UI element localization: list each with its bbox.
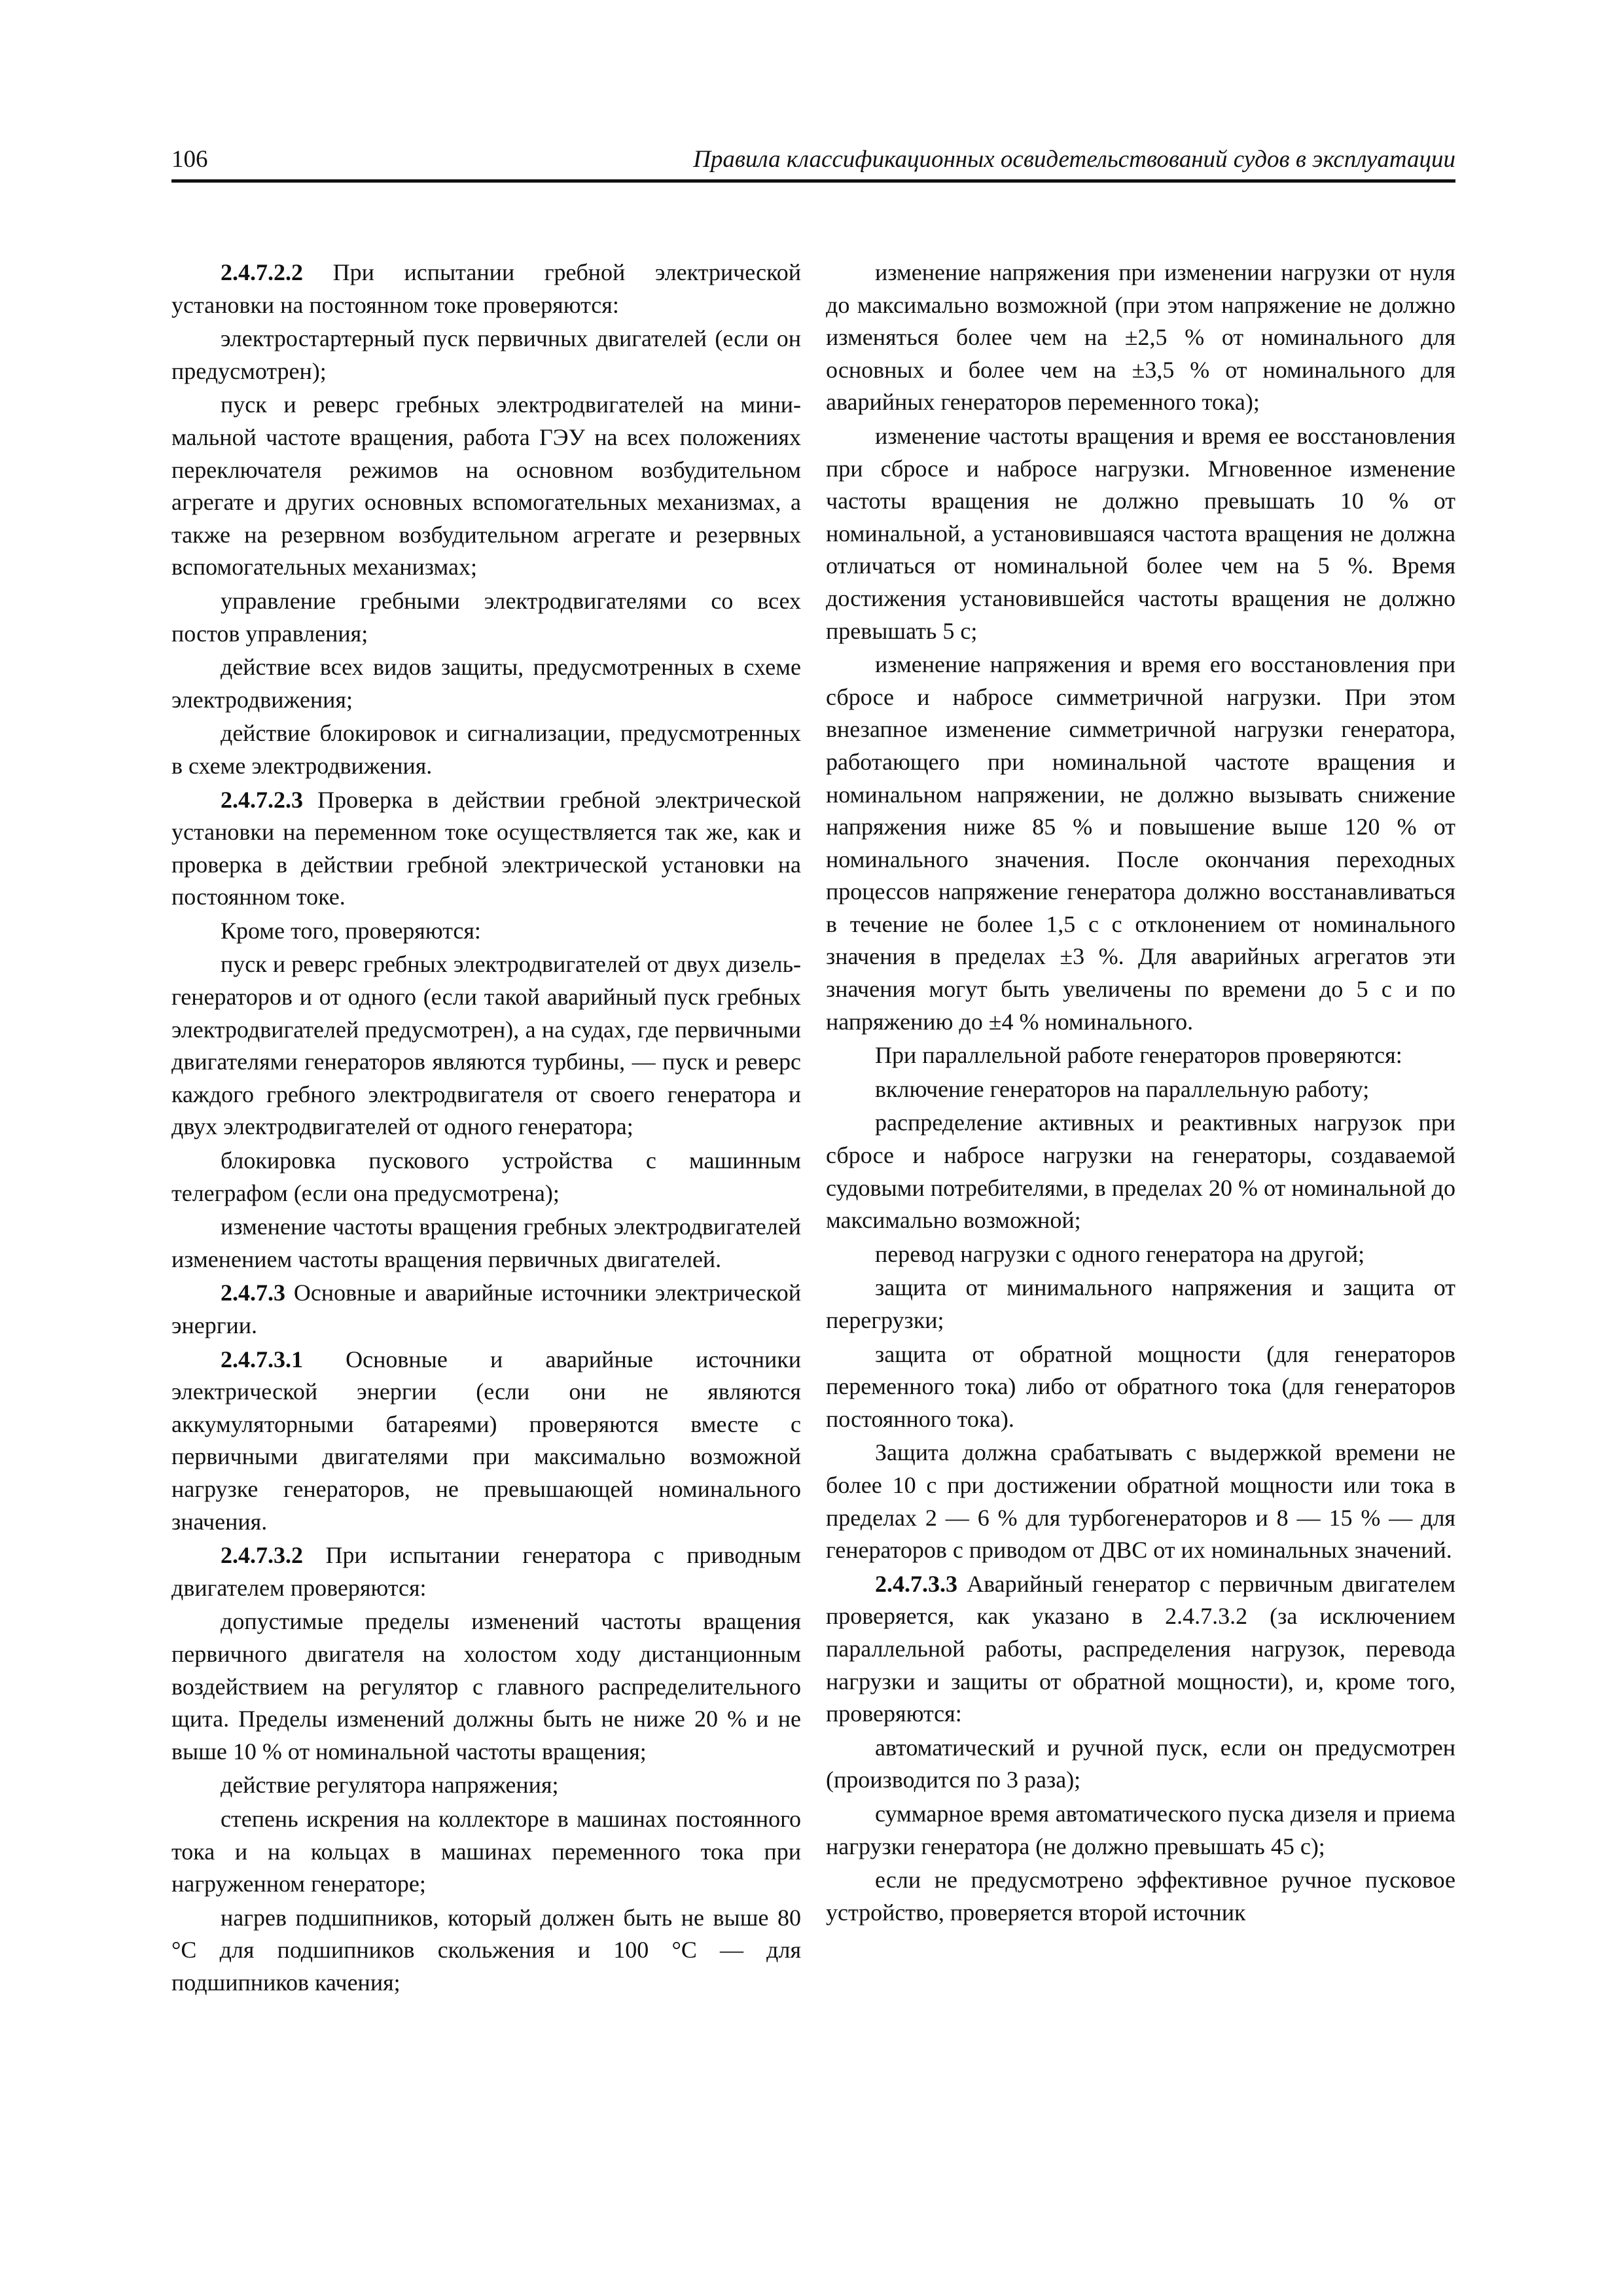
paragraph-text: изменение напряжения при изменении нагрузки от нуля до максимально возможной (при этом напряжение не должно изменяться более чем на ±2,5 % от номинального для основных и более чем на ±3,5 % от номинального для аварийных генераторов переменного тока); bbox=[826, 259, 1455, 416]
paragraph-text: Проверка в действии гребной электрической установки на переменном токе осуществляется так же, как и проверка в действии гребной электрической установки на постоянном токе. bbox=[171, 786, 801, 910]
paragraph-text: изменение частоты вращения и время ее восстановления при сбросе и набросе нагрузки. Мгновенное изменение частоты вращения не должно превышать 10 % от номинальной, а установившаяся частота вращения не должна отличаться от номинальной более чем на 5 %. Время достижения установившейся частоты вращения не должно превышать 5 с; bbox=[826, 422, 1455, 644]
paragraph bbox=[171, 1344, 801, 1539]
paragraph-text: защита от обратной мощности (для генераторов переменного тока) либо от обратного тока (для генераторов постоянного тока). bbox=[826, 1340, 1455, 1432]
paragraph bbox=[826, 1798, 1455, 1863]
paragraph bbox=[171, 915, 801, 948]
paragraph-text: При испытании генератора с приводным двигателем проверяются: bbox=[171, 1542, 801, 1601]
paragraph bbox=[171, 1539, 801, 1604]
paragraph bbox=[171, 651, 801, 716]
paragraph bbox=[826, 649, 1455, 1038]
paragraph bbox=[171, 1769, 801, 1802]
paragraph-text: Кроме того, проверяются: bbox=[221, 917, 481, 944]
paragraph bbox=[171, 948, 801, 1143]
paragraph-text: изменение частоты вращения гребных электродвигателей изменением частоты вращения первичных двигателей. bbox=[171, 1213, 801, 1272]
paragraph-text: включение генераторов на параллельную работу; bbox=[875, 1075, 1370, 1102]
paragraph bbox=[171, 389, 801, 584]
paragraph bbox=[826, 420, 1455, 647]
paragraph bbox=[826, 257, 1455, 419]
paragraph-text: защита от минимального напряжения и защита от перегрузки; bbox=[826, 1274, 1455, 1333]
paragraph bbox=[171, 1605, 801, 1768]
clause-number: 2.4.7.3 bbox=[221, 1280, 285, 1306]
paragraph-text: перевод нагрузки с одного генератора на другой; bbox=[875, 1240, 1365, 1267]
paragraph bbox=[826, 1864, 1455, 1929]
paragraph-text: нагрев подшипников, который должен быть не выше 80 °С для подшипников скольжения и 100 °С — для подшипников качения; bbox=[171, 1904, 801, 1996]
paragraph bbox=[171, 1902, 801, 2000]
clause-number: 2.4.7.2.3 bbox=[221, 786, 303, 813]
paragraph-text: При испытании гребной электрической установки на постоянном токе проверяются: bbox=[171, 259, 801, 318]
left-column bbox=[171, 257, 801, 2000]
paragraph bbox=[171, 257, 801, 321]
running-title: Правила классификационных освидетельствований судов в эксплуатации bbox=[693, 146, 1455, 173]
paragraph-text: управление гребными электродвигателями со всех постов управления; bbox=[171, 587, 801, 647]
paragraph-text: действие блокировок и сигнализации, предусмотренных в схеме электродвижения. bbox=[171, 720, 801, 779]
paragraph-text: пуск и реверс гребных электродвигателей от двух дизель-генераторов и от одного (если такой аварийный пуск гребных электродвигателей предусмотрен), а на судах, где первичными двигателями генераторов являются турбины, — пуск и реверс каждого гребного электродвигателя от своего генератора и двух электродвигателей от одного генератора; bbox=[171, 951, 801, 1140]
page-header bbox=[171, 145, 1455, 183]
clause-number: 2.4.7.3.2 bbox=[221, 1542, 303, 1569]
paragraph bbox=[826, 1272, 1455, 1336]
paragraph-text: автоматический и ручной пуск, если он предусмотрен (производится по 3 раза); bbox=[826, 1734, 1455, 1793]
paragraph-text: При параллельной работе генераторов проверяются: bbox=[875, 1042, 1402, 1069]
paragraph bbox=[171, 1211, 801, 1276]
paragraph-text: изменение напряжения и время его восстановления при сбросе и набросе симметричной нагрузки. При этом внезапное изменение симметричной нагрузки генератора, работающего при номинальной частоте вращения и номинальном напряжении, не должно вызывать снижение напряжения ниже 85 % и повышение выше 120 % от номинального значения. После окончания переходных процессов напряжение генератора должно восстанавливаться в течение не более 1,5 с с отклонением от номинального значения в пределах ±3 %. Для аварийных агрегатов эти значения могут быть увеличены по времени до 5 с и по напряжению до ±4 % номинального. bbox=[826, 651, 1455, 1035]
paragraph-text: действие всех видов защиты, предусмотренных в схеме электродвижения; bbox=[171, 654, 801, 713]
paragraph-text: пуск и реверс гребных электродвигателей на минимальной частоте вращения, работа ГЭУ на всех положениях переключателя режимов на основном возбудительном агрегате и других основных вспомогательных механизмах, а также на резервном возбудительном агрегате и резервных вспомогательных механизмах; bbox=[171, 391, 801, 581]
paragraph-text: Основные и аварийные источники электрической энергии. bbox=[171, 1280, 801, 1338]
paragraph-text: Аварийный генератор с первичным двигателем проверяется, как указано в 2.4.7.3.2 (за исключением параллельной работы, распределения нагрузок, перевода нагрузки и защиты от обратной мощности), и, кроме того, проверяются: bbox=[826, 1570, 1455, 1727]
paragraph bbox=[826, 1039, 1455, 1072]
paragraph-text: Защита должна срабатывать с выдержкой времени не более 10 с при достижении обратной мощности или тока в пределах 2 — 6 % для турбогенераторов и 8 — 15 % — для генераторов с приводом от ДВС от их номинальных значений. bbox=[826, 1439, 1455, 1564]
paragraph-text: степень искрения на коллекторе в машинах постоянного тока и на кольцах в машинах переменного тока при нагруженном генераторе; bbox=[171, 1805, 801, 1897]
paragraph bbox=[171, 323, 801, 387]
paragraph bbox=[826, 1437, 1455, 1566]
paragraph bbox=[826, 1568, 1455, 1731]
paragraph-text: если не предусмотрено эффективное ручное пусковое устройство, проверяется второй источник bbox=[826, 1867, 1455, 1926]
paragraph bbox=[171, 585, 801, 650]
paragraph bbox=[171, 1803, 801, 1901]
page-number: 106 bbox=[171, 146, 208, 173]
paragraph-text: распределение активных и реактивных нагрузок при сбросе и набросе нагрузки на генераторы, создаваемой судовыми потребителями, в пределах 20 % от номинальной до максимально возможной; bbox=[826, 1109, 1455, 1234]
paragraph bbox=[826, 1732, 1455, 1797]
clause-number: 2.4.7.3.1 bbox=[221, 1346, 303, 1372]
clause-number: 2.4.7.2.2 bbox=[221, 259, 303, 285]
paragraph-text: Основные и аварийные источники электрической энергии (если они не являются аккумуляторными батареями) проверяются вместе с первичными двигателями при максимально возможной нагрузке генераторов, не превышающей номинального значения. bbox=[171, 1346, 801, 1535]
paragraph bbox=[826, 1073, 1455, 1106]
paragraph bbox=[826, 1338, 1455, 1436]
right-column bbox=[826, 257, 1455, 1930]
paragraph bbox=[826, 1107, 1455, 1236]
paragraph-text: допустимые пределы изменений частоты вращения первичного двигателя на холостом ходу дистанционным воздействием на регулятор с главного распределительного щита. Пределы изменений должны быть не ниже 20 % и не выше 10 % от номинальной частоты вращения; bbox=[171, 1608, 801, 1765]
paragraph bbox=[171, 1277, 801, 1342]
paragraph bbox=[171, 717, 801, 782]
paragraph-text: электростартерный пуск первичных двигателей (если он предусмотрен); bbox=[171, 325, 801, 384]
paragraph-text: суммарное время автоматического пуска дизеля и приема нагрузки генератора (не должно превышать 45 с); bbox=[826, 1800, 1455, 1859]
paragraph bbox=[171, 784, 801, 914]
paragraph bbox=[171, 1145, 801, 1210]
paragraph bbox=[826, 1238, 1455, 1271]
paragraph-text: блокировка пускового устройства с машинным телеграфом (если она предусмотрена); bbox=[171, 1147, 801, 1206]
paragraph-text: действие регулятора напряжения; bbox=[221, 1772, 559, 1799]
clause-number: 2.4.7.3.3 bbox=[875, 1570, 957, 1597]
